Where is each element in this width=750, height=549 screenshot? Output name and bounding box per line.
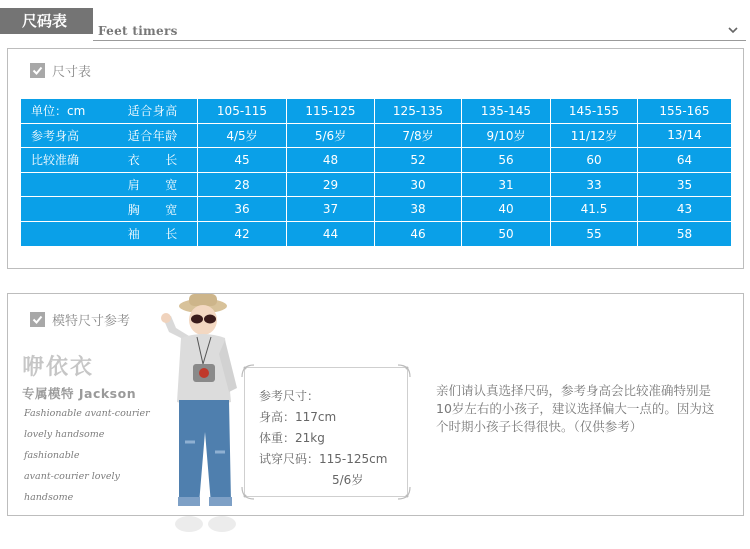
table-cell: 30: [375, 172, 462, 197]
table-cell: 145-155: [551, 99, 638, 124]
table-cell: 13/14: [638, 123, 732, 148]
row-header-cell: 衣 长: [109, 148, 198, 173]
table-cell: 36: [198, 197, 287, 222]
script-line: Fashionable avant-courier: [24, 408, 150, 419]
table-row: [21, 123, 732, 148]
checkbox-icon: [30, 312, 45, 327]
table-cell: 40: [462, 197, 551, 222]
script-line: lovely handsome: [24, 429, 105, 440]
table-cell: 125-135: [375, 99, 462, 124]
row-note-cell: [21, 172, 109, 197]
table-row: [21, 99, 732, 124]
table-cell: 7/8岁: [375, 123, 462, 148]
model-section-title: [30, 310, 130, 329]
row-note-cell: [21, 221, 109, 246]
script-line: fashionable: [24, 450, 80, 461]
table-cell: 4/5岁: [198, 123, 287, 148]
table-cell: 48: [287, 148, 375, 173]
corner-ornament-icon: [397, 486, 411, 500]
checkbox-icon: [30, 63, 45, 78]
table-row: [21, 221, 732, 246]
table-row: [21, 172, 732, 197]
row-header-cell: 胸 宽: [109, 197, 198, 222]
corner-ornament-icon: [397, 364, 411, 378]
table-cell: 37: [287, 197, 375, 222]
row-note-cell: 比较准确: [21, 148, 109, 173]
script-line: handsome: [24, 492, 74, 503]
row-note-cell: 单位：cm: [21, 99, 109, 124]
table-cell: 115-125: [287, 99, 375, 124]
size-table: [20, 98, 732, 247]
table-cell: 155-165: [638, 99, 732, 124]
row-note-cell: 参考身高: [21, 123, 109, 148]
row-header-cell: 肩 宽: [109, 172, 198, 197]
table-cell: 64: [638, 148, 732, 173]
table-cell: 45: [198, 148, 287, 173]
table-cell: 9/10岁: [462, 123, 551, 148]
table-cell: 11/12岁: [551, 123, 638, 148]
reference-fit-age: 5/6岁: [332, 473, 364, 487]
header-divider: [93, 40, 746, 41]
reference-height: 身高：117cm: [259, 410, 337, 424]
row-note-cell: [21, 197, 109, 222]
table-cell: 33: [551, 172, 638, 197]
table-cell: 43: [638, 197, 732, 222]
size-section-label: 尺寸表: [52, 65, 92, 80]
size-section-title: [30, 61, 91, 80]
table-row: [21, 197, 732, 222]
model-section-label: 模特尺寸参考: [52, 314, 131, 329]
model-name: 专属模特 Jackson: [22, 386, 137, 401]
table-cell: 42: [198, 221, 287, 246]
table-cell: 60: [551, 148, 638, 173]
table-cell: 50: [462, 221, 551, 246]
reference-fit-size: 试穿尺码：115-125cm: [259, 452, 388, 466]
table-cell: 41.5: [551, 197, 638, 222]
reference-weight: 体重：21kg: [259, 431, 325, 445]
row-header-cell: 适合年龄: [109, 123, 198, 148]
reference-heading: 参考尺寸：: [259, 389, 320, 403]
table-cell: 5/6岁: [287, 123, 375, 148]
table-cell: 135-145: [462, 99, 551, 124]
brand-name: 咿依衣: [22, 355, 95, 380]
table-cell: 38: [375, 197, 462, 222]
table-cell: 44: [287, 221, 375, 246]
table-cell: 35: [638, 172, 732, 197]
table-cell: 28: [198, 172, 287, 197]
row-header-cell: 适合身高: [109, 99, 198, 124]
chevron-down-icon[interactable]: [728, 25, 738, 35]
row-header-cell: 袖 长: [109, 221, 198, 246]
header-subtitle: Feet timers: [98, 24, 178, 38]
table-cell: 29: [287, 172, 375, 197]
table-cell: 46: [375, 221, 462, 246]
table-cell: 55: [551, 221, 638, 246]
table-cell: 52: [375, 148, 462, 173]
script-line: avant-courier lovely: [24, 471, 120, 482]
model-reference-card: [244, 367, 408, 497]
table-cell: 105-115: [198, 99, 287, 124]
size-chart-tab: 尺码表: [0, 8, 93, 34]
table-cell: 58: [638, 221, 732, 246]
table-cell: 31: [462, 172, 551, 197]
table-row: [21, 148, 732, 173]
child-model-photo: [145, 292, 253, 542]
size-advice-text: 亲们请认真选择尺码，参考身高会比较准确特别是10岁左右的小孩子，建议选择偏大一点的。因为这个时期小孩子长得很快。（仅供参考）: [436, 383, 715, 434]
table-cell: 56: [462, 148, 551, 173]
